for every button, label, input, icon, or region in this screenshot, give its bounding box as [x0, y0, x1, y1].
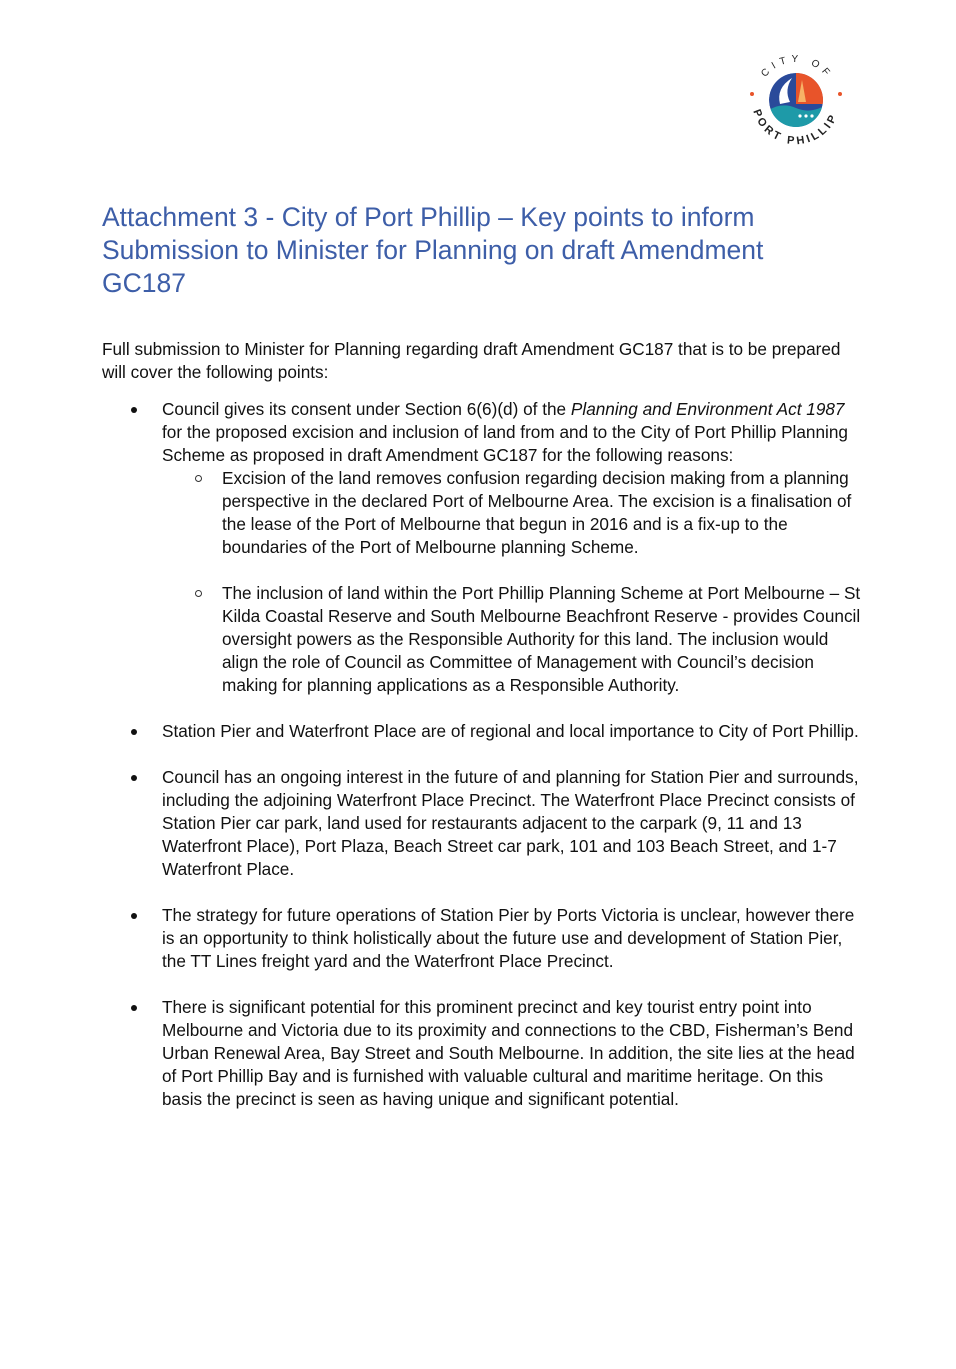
logo-graphic	[740, 44, 852, 156]
bullet-item	[102, 904, 862, 973]
bullet-text-part: Council gives its consent under Section 6(6)(d) of the	[162, 399, 571, 419]
bullet-item	[102, 720, 862, 743]
bullet-icon	[131, 913, 137, 919]
bullet-icon	[131, 407, 137, 413]
bullet-text: Station Pier and Waterfront Place are of regional and local importance to City of Port Phillip.	[162, 721, 859, 741]
bullet-item	[102, 398, 862, 697]
circle-bullet-icon	[195, 475, 202, 482]
bullet-text: The strategy for future operations of Station Pier by Ports Victoria is unclear, however there is an opportunity to think holistically about the future use and development of Station Pier, the TT Lines freight yard and the Waterfront Place Precinct.	[162, 905, 855, 971]
sub-item-text: The inclusion of land within the Port Phillip Planning Scheme at Port Melbourne – St Kilda Coastal Reserve and South Melbourne Beachfront Reserve - provides Council oversight powers as the Responsible Authority for this land. The inclusion would align the role of Council as Committee of Management with Council’s decision making for planning applications as a Responsible Authority.	[222, 583, 861, 695]
bullet-text: Council has an ongoing interest in the future of and planning for Station Pier and surrounds, including the adjoining Waterfront Place Precinct. The Waterfront Place Precinct consists of Station Pier car park, land used for restaurants adjacent to the carpark (9, 11 and 13 Waterfront Place), Port Plaza, Beach Street car park, 101 and 103 Beach Street, and 1-7 Waterfront Place.	[162, 767, 859, 879]
document-title: Attachment 3 - City of Port Phillip – Key points to inform Submission to Minister for Planning on draft Amendment GC187	[102, 202, 764, 298]
sub-item-text: Excision of the land removes confusion regarding decision making from a planning perspective in the declared Port of Melbourne Area. The excision is a finalisation of the lease of the Port of Melbourne that begun in 2016 and is a fix-up to the boundaries of the Port of Melbourne planning Scheme.	[222, 468, 852, 557]
bullet-icon	[131, 775, 137, 781]
bullet-icon	[131, 1005, 137, 1011]
bullet-text: There is significant potential for this prominent precinct and key tourist entry point into Melbourne and Victoria due to its proximity and connections to the CBD, Fisherman’s Bend Urban Renewal Area, Bay Street and South Melbourne. In addition, the site lies at the head of Port Phillip Bay and is furnished with valuable cultural and maritime heritage. On this basis the precinct is seen as having unique and significant potential.	[162, 997, 855, 1109]
bullet-icon	[131, 729, 137, 735]
sub-list-item	[162, 582, 862, 697]
bullet-item	[102, 996, 862, 1111]
sub-list-item	[162, 467, 862, 559]
logo-ring-text-bottom: PORT PHILLIP	[750, 107, 841, 148]
logo-ring-text-top: CITY OF	[759, 53, 835, 82]
city-of-port-phillip-logo	[740, 44, 852, 156]
sub-list	[162, 467, 862, 697]
intro-paragraph: Full submission to Minister for Planning regarding draft Amendment GC187 that is to be prepared will cover the following points:	[102, 339, 841, 382]
act-name: Planning and Environment Act 1987	[570, 399, 845, 419]
bullet-item	[102, 766, 862, 881]
circle-bullet-icon	[195, 590, 202, 597]
bullet-list	[102, 398, 862, 1111]
bullet-text-part: for the proposed excision and inclusion of land from and to the City of Port Phillip Planning Scheme as proposed in draft Amendment GC187 for the following reasons:	[162, 422, 848, 465]
key-points	[102, 398, 862, 1134]
